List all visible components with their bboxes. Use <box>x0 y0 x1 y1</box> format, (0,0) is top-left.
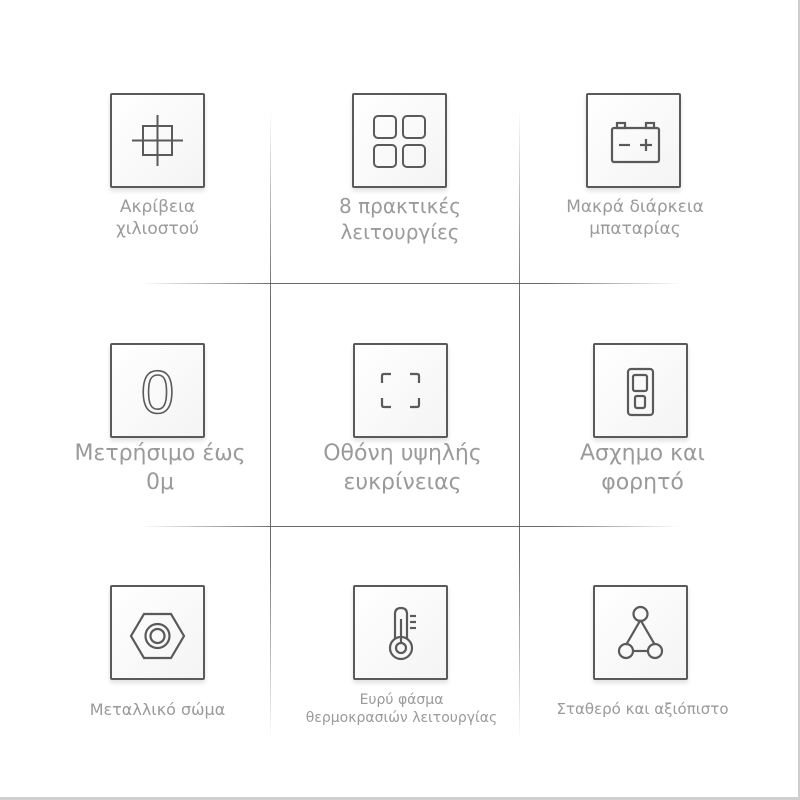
hex-nut-icon <box>110 585 205 680</box>
feature-caption: Ακρίβεια χιλιοστού <box>115 197 200 240</box>
feature-caption: Οθόνη υψηλής ευκρίνειας <box>323 441 482 495</box>
crosshair-icon <box>110 93 205 188</box>
four-squares-icon <box>352 93 447 188</box>
feature-caption: Μακρά διάρκεια μπαταρίας <box>566 197 704 240</box>
grid-divider-h1 <box>140 283 680 284</box>
feature-caption: Ασχημο και φορητό <box>579 441 705 495</box>
grid-divider-h2 <box>140 526 680 527</box>
feature-caption: Σταθερό και αξιόπιστο <box>556 700 729 718</box>
feature-caption: 8 πρακτικές λειτουργίες <box>339 194 461 244</box>
battery-icon <box>586 93 681 188</box>
triangle-nodes-icon <box>593 585 688 680</box>
screen-frame-icon <box>353 343 448 438</box>
device-icon <box>593 343 688 438</box>
grid-divider-v2 <box>519 110 520 740</box>
zero-icon <box>110 343 205 438</box>
feature-caption: Μετρήσιμο έως 0μ <box>74 441 246 495</box>
feature-caption: Ευρύ φάσμα θερμοκρασιών λειτουργίας <box>305 692 498 727</box>
svg-text:0: 0 <box>140 359 175 426</box>
thermometer-icon <box>353 585 448 680</box>
feature-caption: Μεταλλικό σώμα <box>89 700 226 719</box>
grid-divider-v1 <box>270 110 271 740</box>
